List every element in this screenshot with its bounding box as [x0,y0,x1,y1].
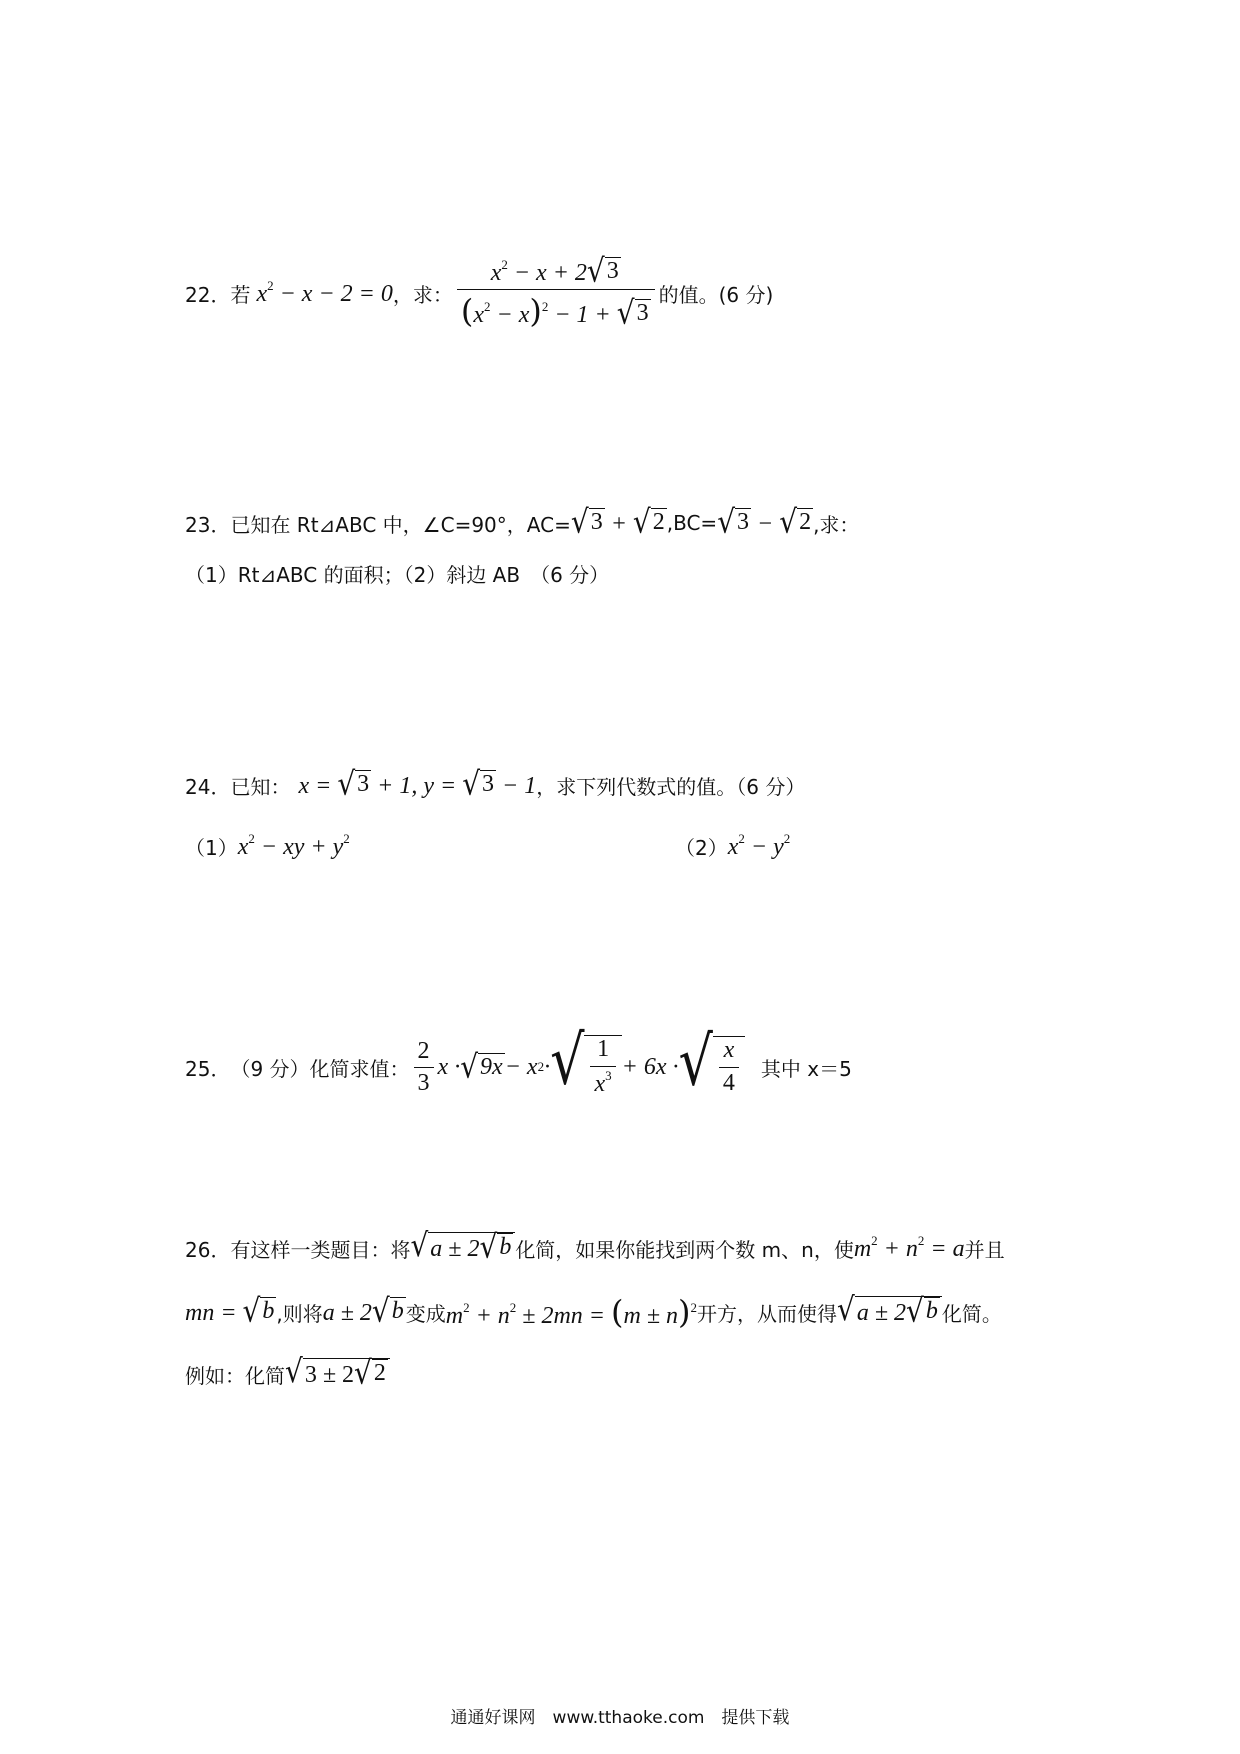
question-23-lead: 已知在 Rt⊿ABC 中，∠C=90°，AC= [230,512,571,537]
part-1-label: （1） [185,835,238,860]
question-25-number: 25． [185,1056,231,1081]
question-25-condition: 其中 x＝5 [760,1056,852,1081]
fraction-22-denominator: $(x^2 - x)^2 - 1$ + √ 3 [457,289,655,330]
example-label: 例如：化简 [185,1363,285,1388]
question-24 [185,765,805,805]
question-24-part-2 [675,826,790,866]
fraction-22 [457,250,655,331]
question-26-line-1 [185,1226,1005,1270]
question-26-t6: 化简。 [941,1301,1002,1326]
part-2-expression: $x^2 - y^2$ [727,831,791,860]
question-26-t4: 变成 [405,1301,446,1326]
question-23 [185,503,859,543]
question-26-t1: 化简，如果你能找到两个数 m、n，使 [515,1237,854,1262]
example-expression: √ 3 ± 2 √ 2 [285,1358,390,1390]
question-24-number: 24． [185,774,231,799]
question-24-ask: ，求下列代数式的值。（6 分） [536,774,806,799]
question-24-lead: 已知： [230,774,291,799]
question-23-number: 23． [185,512,231,537]
question-22-tail: 的值。(6 分) [658,282,774,307]
question-23-parts [185,555,609,591]
question-26-t2: 并且 [964,1237,1005,1262]
part-2-label: （2） [675,835,728,860]
xy-definition: x = √ 3 + 1, y = √ 3 − 1 [298,764,537,803]
fraction-22-numerator: $x^2 - x + 2$ √ 3 [490,250,619,289]
question-23-ask: ,求： [813,512,860,537]
question-22-mid: ，求： [392,282,453,307]
question-22-number: 22． [185,282,231,307]
radical-a-2sqrtb: √ a ± 2 √ b [410,1232,515,1264]
question-26-example [185,1352,390,1396]
mn-equals-sqrtb: mn = √ b [185,1291,275,1330]
question-26-t3: ,则将 [276,1301,323,1326]
square-identity: $m^2 + n^2 \pm 2mn = (m \pm n)^2$ [445,1293,697,1331]
ac-expression: √ 3 + √ 2 [570,502,665,541]
page-footer: 通通好课网 www.tthaoke.com 提供下载 [450,1708,790,1728]
expression-25: $\frac{2}{3}$ x · √ 9x − x 2 · √ $\frac{1}{x^3}$ + 6x · √ $\frac{x}{4}$ [410,1035,745,1098]
question-26-number: 26． [185,1237,231,1262]
question-26-lead: 有这样一类题目：将 [230,1237,411,1262]
part-1-expression: $x^2$ − xy + $y^2$ [237,831,350,860]
radical-a-2sqrtb-2: √ a ± 2 √ b [837,1296,942,1328]
question-22-lead: 若 [230,282,251,307]
bc-expression: √ 3 − √ 2 [717,502,812,541]
question-25 [185,1022,852,1112]
question-24-part-1 [185,826,350,866]
question-23-bc-label: ,BC= [666,511,718,535]
question-26-t5: 开方，从而使得 [696,1301,837,1326]
equation-22: $x^2 - x - 2 = 0$ [250,278,393,307]
question-26-line-2 [185,1290,1002,1334]
question-23-line2: （1）Rt⊿ABC 的面积；（2）斜边 AB （6 分） [185,562,610,587]
question-25-lead: （9 分）化简求值： [230,1056,410,1081]
mn-square-sum: $m^2 + n^2 = a$ [853,1233,965,1262]
a-2sqrtb: a ± 2 √ b [322,1291,404,1330]
question-22 [185,238,773,348]
